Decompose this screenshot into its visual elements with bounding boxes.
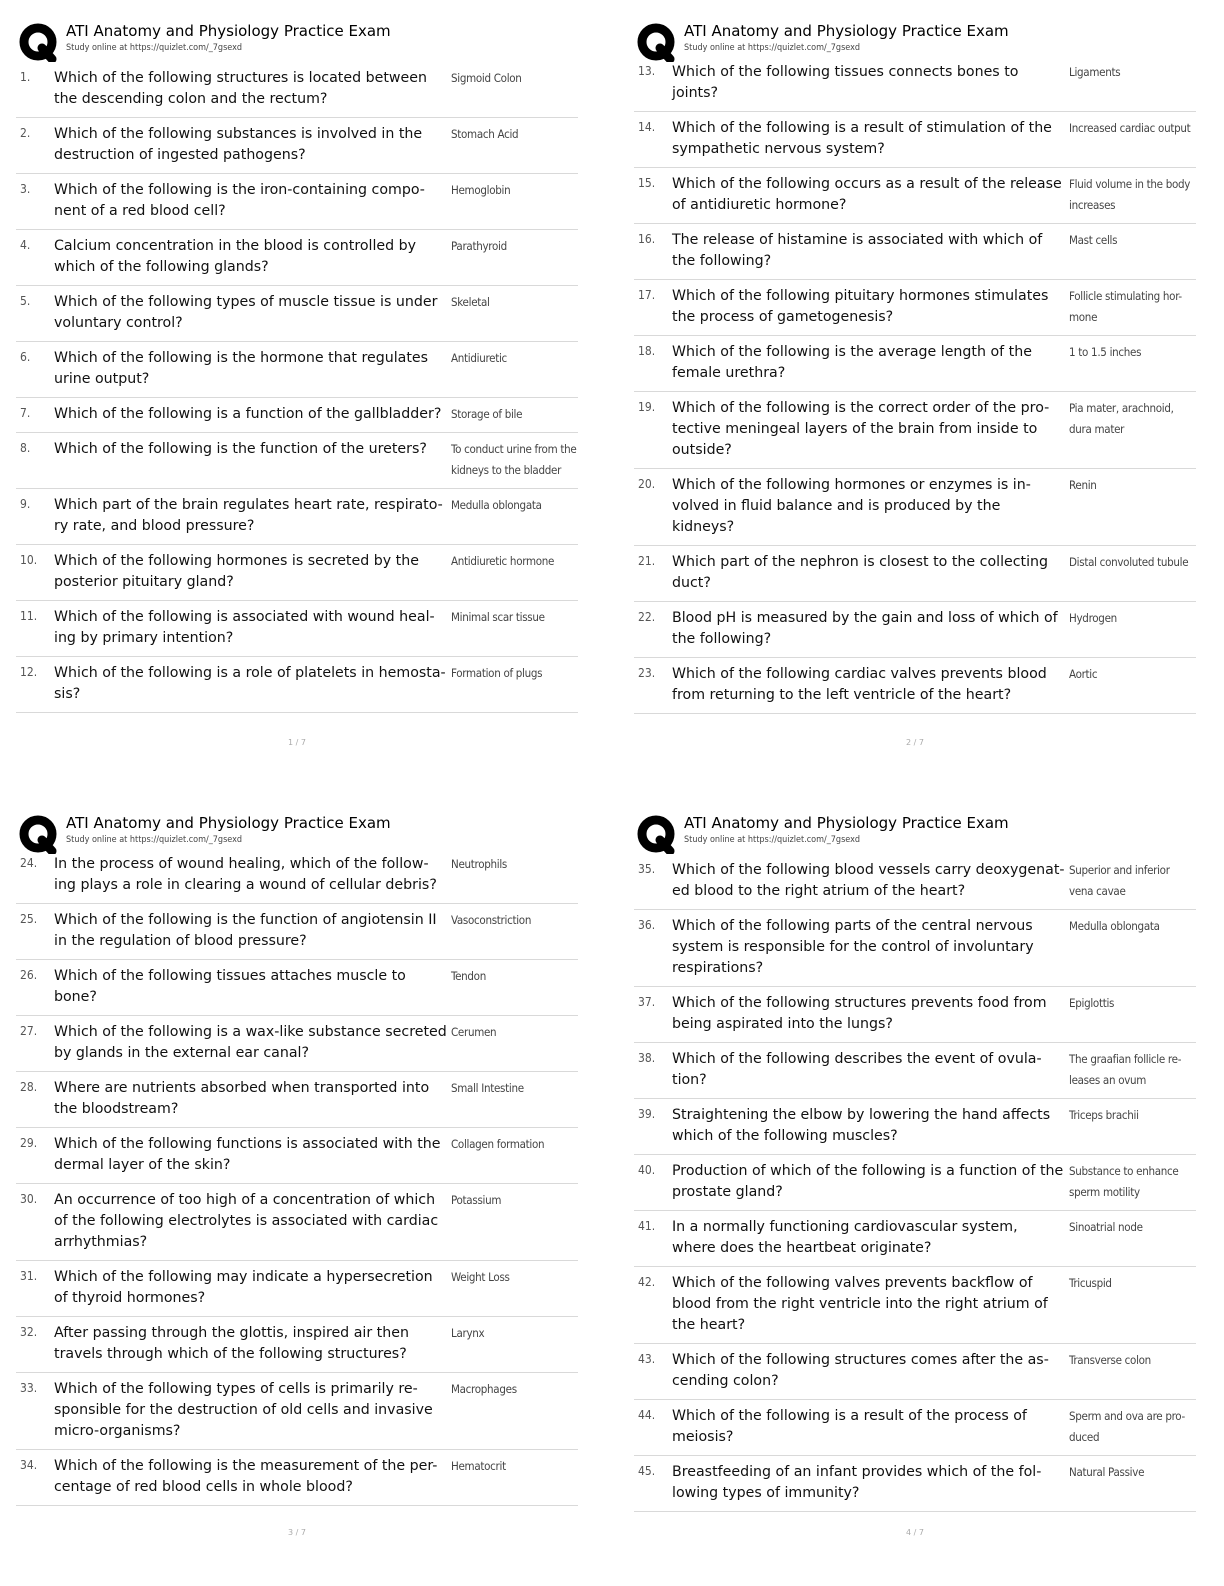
question-text: Which of the following tissues connects bones to joints? [672, 64, 1019, 101]
answer-text: Collagen formation [451, 1137, 545, 1151]
question-number: 27. [20, 1024, 38, 1038]
question-text: Which of the following is the function of the ureters? [54, 441, 427, 457]
question-row [16, 1261, 578, 1317]
exam-title: ATI Anatomy and Physiology Practice Exam [66, 22, 391, 40]
question-row [634, 336, 1196, 392]
question-text: Which of the following is the average length of the female urethra? [672, 344, 1032, 381]
question-number: 26. [20, 968, 38, 982]
question-row [16, 545, 578, 601]
question-row [634, 469, 1196, 546]
question-text: Which of the following is the measurement of the per- centage of red blood cells in whole blood? [54, 1458, 438, 1495]
question-list [634, 854, 1214, 1512]
answer-text: Substance to enhance sperm motility [1069, 1164, 1179, 1199]
question-row [16, 1128, 578, 1184]
question-row [16, 1072, 578, 1128]
question-row [634, 168, 1196, 224]
question-text: Which of the following is a role of platelets in hemosta- sis? [54, 665, 446, 702]
answer-text: Superior and inferior vena cavae [1069, 863, 1170, 898]
answer-text: Larynx [451, 1326, 485, 1340]
question-row [16, 1016, 578, 1072]
answer-text: Macrophages [451, 1382, 517, 1396]
question-number: 17. [638, 288, 656, 302]
question-number: 4. [20, 238, 31, 252]
quizlet-logo-icon [636, 814, 676, 854]
question-number: 1. [20, 70, 31, 84]
answer-text: Storage of bile [451, 407, 523, 421]
study-link[interactable]: Study online at https://quizlet.com/_7gsexd [684, 835, 861, 845]
page-1 [16, 18, 596, 794]
question-row [634, 546, 1196, 602]
page-header [634, 810, 1214, 854]
study-link[interactable]: Study online at https://quizlet.com/_7gsexd [684, 43, 861, 53]
page-4 [634, 810, 1214, 1586]
question-text: Which of the following hormones or enzymes is in- volved in fluid balance and is produced by the kidneys? [672, 477, 1031, 535]
question-text: Which of the following is a wax-like substance secreted by glands in the external ear canal? [54, 1024, 447, 1061]
question-row [16, 118, 578, 174]
answer-text: Mast cells [1069, 233, 1118, 247]
question-row [16, 489, 578, 545]
question-number: 35. [638, 862, 656, 876]
answer-text: Hydrogen [1069, 611, 1117, 625]
page-2 [634, 18, 1214, 794]
question-text: The release of histamine is associated with which of the following? [672, 232, 1043, 269]
question-number: 33. [20, 1381, 38, 1395]
question-number: 40. [638, 1163, 656, 1177]
answer-text: To conduct urine from the kidneys to the bladder [451, 442, 577, 477]
question-row [634, 910, 1196, 987]
question-text: Which of the following parts of the central nervous system is responsible for the control of involuntary respirations? [672, 918, 1034, 976]
question-text: Calcium concentration in the blood is controlled by which of the following glands? [54, 238, 417, 275]
question-row [16, 1450, 578, 1506]
question-number: 11. [20, 609, 38, 623]
question-number: 32. [20, 1325, 38, 1339]
question-number: 36. [638, 918, 656, 932]
question-number: 37. [638, 995, 656, 1009]
question-number: 9. [20, 497, 31, 511]
answer-text: Skeletal [451, 295, 490, 309]
question-row [16, 1373, 578, 1450]
question-number: 15. [638, 176, 656, 190]
question-text: Which of the following is a result of the process of meiosis? [672, 1408, 1027, 1445]
question-text: In a normally functioning cardiovascular system, where does the heartbeat originate? [672, 1219, 1018, 1256]
question-text: Which of the following hormones is secreted by the posterior pituitary gland? [54, 553, 419, 590]
answer-text: Stomach Acid [451, 127, 519, 141]
page-number: 4 / 7 [906, 1528, 924, 1537]
question-row [634, 1344, 1196, 1400]
question-row [634, 112, 1196, 168]
question-text: Which of the following structures comes after the as- cending colon? [672, 1352, 1049, 1389]
question-number: 43. [638, 1352, 656, 1366]
question-row [634, 1211, 1196, 1267]
question-text: Which of the following is a result of stimulation of the sympathetic nervous system? [672, 120, 1052, 157]
answer-text: Aortic [1069, 667, 1098, 681]
question-row [634, 280, 1196, 336]
question-row [634, 987, 1196, 1043]
question-row [16, 433, 578, 489]
question-text: Which of the following types of muscle tissue is under voluntary control? [54, 294, 438, 331]
question-row [16, 230, 578, 286]
question-text: Which part of the brain regulates heart rate, respirato- ry rate, and blood pressure? [54, 497, 443, 534]
question-row [16, 1317, 578, 1373]
question-number: 3. [20, 182, 31, 196]
question-text: Which of the following types of cells is primarily re- sponsible for the destruction of old cells and invasive micro-organisms? [54, 1381, 433, 1439]
question-text: Which of the following cardiac valves prevents blood from returning to the left ventricle of the heart? [672, 666, 1047, 703]
page-number: 2 / 7 [906, 738, 924, 747]
question-text: Which of the following pituitary hormones stimulates the process of gametogenesis? [672, 288, 1049, 325]
answer-text: Medulla oblongata [1069, 919, 1160, 933]
question-row [634, 658, 1196, 714]
question-number: 34. [20, 1458, 38, 1472]
answer-text: Neutrophils [451, 857, 508, 871]
question-row [16, 174, 578, 230]
question-row [634, 1456, 1196, 1512]
question-text: An occurrence of too high of a concentration of which of the following electrolytes is associated with cardiac arrhythmias? [54, 1192, 439, 1250]
question-row [634, 392, 1196, 469]
question-number: 7. [20, 406, 31, 420]
answer-text: Weight Loss [451, 1270, 510, 1284]
answer-text: Potassium [451, 1193, 502, 1207]
question-row [634, 1267, 1196, 1344]
answer-text: Triceps brachii [1069, 1108, 1139, 1122]
answer-text: Cerumen [451, 1025, 497, 1039]
question-text: Which of the following blood vessels carry deoxygenat- ed blood to the right atrium of the heart? [672, 862, 1065, 899]
answer-text: Parathyroid [451, 239, 507, 253]
question-text: Which of the following describes the event of ovula- tion? [672, 1051, 1042, 1088]
question-text: Which of the following is the function of angiotensin II in the regulation of blood pressure? [54, 912, 437, 949]
question-number: 45. [638, 1464, 656, 1478]
question-row [16, 286, 578, 342]
question-list [16, 62, 596, 713]
question-list [634, 56, 1214, 714]
study-link[interactable]: Study online at https://quizlet.com/_7gsexd [66, 835, 243, 845]
answer-text: Distal convoluted tubule [1069, 555, 1189, 569]
question-list [16, 848, 596, 1506]
question-number: 20. [638, 477, 656, 491]
question-row [16, 62, 578, 118]
question-text: Which of the following occurs as a result of the release of antidiuretic hormone? [672, 176, 1062, 213]
answer-text: Hemoglobin [451, 183, 511, 197]
question-text: Straightening the elbow by lowering the hand affects which of the following muscles? [672, 1107, 1051, 1144]
answer-text: Hematocrit [451, 1459, 506, 1473]
answer-text: Renin [1069, 478, 1097, 492]
question-number: 30. [20, 1192, 38, 1206]
question-number: 41. [638, 1219, 656, 1233]
question-number: 14. [638, 120, 656, 134]
question-text: Which of the following tissues attaches muscle to bone? [54, 968, 406, 1005]
answer-text: Natural Passive [1069, 1465, 1145, 1479]
answer-text: Sperm and ova are pro- duced [1069, 1409, 1185, 1444]
answer-text: Sinoatrial node [1069, 1220, 1143, 1234]
question-row [634, 854, 1196, 910]
answer-text: Medulla oblongata [451, 498, 542, 512]
question-row [16, 904, 578, 960]
answer-text: Minimal scar tissue [451, 610, 545, 624]
question-number: 25. [20, 912, 38, 926]
page-number: 3 / 7 [288, 1528, 306, 1537]
question-text: Breastfeeding of an infant provides which of the fol- lowing types of immunity? [672, 1464, 1042, 1501]
answer-text: The graafian follicle re- leases an ovum [1069, 1052, 1182, 1087]
question-number: 18. [638, 344, 656, 358]
question-row [16, 342, 578, 398]
question-row [16, 960, 578, 1016]
question-number: 2. [20, 126, 31, 140]
question-text: Which of the following is the hormone that regulates urine output? [54, 350, 429, 387]
study-link[interactable]: Study online at https://quizlet.com/_7gsexd [66, 43, 243, 53]
question-text: Where are nutrients absorbed when transported into the bloodstream? [54, 1080, 430, 1117]
question-row [634, 1043, 1196, 1099]
answer-text: Fluid volume in the body increases [1069, 177, 1191, 212]
question-number: 21. [638, 554, 656, 568]
answer-text: Transverse colon [1069, 1353, 1151, 1367]
question-number: 8. [20, 441, 31, 455]
answer-text: 1 to 1.5 inches [1069, 345, 1142, 359]
question-number: 44. [638, 1408, 656, 1422]
question-number: 42. [638, 1275, 656, 1289]
question-row [16, 398, 578, 433]
question-number: 22. [638, 610, 656, 624]
question-row [16, 601, 578, 657]
answer-text: Antidiuretic hormone [451, 554, 555, 568]
exam-title: ATI Anatomy and Physiology Practice Exam [66, 814, 391, 832]
question-row [634, 1099, 1196, 1155]
question-number: 31. [20, 1269, 38, 1283]
question-number: 5. [20, 294, 31, 308]
question-row [634, 56, 1196, 112]
question-text: Which of the following structures prevents food from being aspirated into the lungs? [672, 995, 1047, 1032]
question-number: 19. [638, 400, 656, 414]
question-number: 29. [20, 1136, 38, 1150]
question-row [16, 657, 578, 713]
answer-text: Vasoconstriction [451, 913, 532, 927]
question-number: 16. [638, 232, 656, 246]
question-text: Which of the following substances is involved in the destruction of ingested pathogens? [54, 126, 423, 163]
question-number: 24. [20, 856, 38, 870]
quizlet-logo-icon [18, 22, 58, 62]
question-row [16, 848, 578, 904]
question-text: Which of the following is the iron-containing compo- nent of a red blood cell? [54, 182, 425, 219]
page-3 [16, 810, 596, 1586]
question-text: After passing through the glottis, inspired air then travels through which of the following structures? [54, 1325, 409, 1362]
question-text: In the process of wound healing, which of the follow- ing plays a role in clearing a wound of cellular debris? [54, 856, 437, 893]
question-text: Which part of the nephron is closest to the collecting duct? [672, 554, 1049, 591]
exam-title: ATI Anatomy and Physiology Practice Exam [684, 814, 1009, 832]
answer-text: Epiglottis [1069, 996, 1115, 1010]
answer-text: Small Intestine [451, 1081, 524, 1095]
page-header [16, 18, 596, 62]
exam-title: ATI Anatomy and Physiology Practice Exam [684, 22, 1009, 40]
question-text: Which of the following is a function of the gallbladder? [54, 406, 442, 422]
question-number: 10. [20, 553, 38, 567]
question-text: Which of the following structures is located between the descending colon and the rectum? [54, 70, 427, 107]
question-number: 28. [20, 1080, 38, 1094]
question-row [634, 1400, 1196, 1456]
answer-text: Ligaments [1069, 65, 1121, 79]
answer-text: Increased cardiac output [1069, 121, 1191, 135]
question-number: 38. [638, 1051, 656, 1065]
question-number: 12. [20, 665, 38, 679]
question-text: Blood pH is measured by the gain and loss of which of the following? [672, 610, 1058, 647]
question-text: Which of the following valves prevents backflow of blood from the right ventricle into the right atrium of the heart? [672, 1275, 1048, 1333]
question-text: Production of which of the following is a function of the prostate gland? [672, 1163, 1064, 1200]
question-number: 6. [20, 350, 31, 364]
question-number: 23. [638, 666, 656, 680]
answer-text: Follicle stimulating hor- mone [1069, 289, 1182, 324]
answer-text: Sigmoid Colon [451, 71, 522, 85]
question-row [634, 602, 1196, 658]
question-text: Which of the following may indicate a hypersecretion of thyroid hormones? [54, 1269, 433, 1306]
question-text: Which of the following functions is associated with the dermal layer of the skin? [54, 1136, 441, 1173]
page-number: 1 / 7 [288, 738, 306, 747]
answer-text: Formation of plugs [451, 666, 543, 680]
question-row [634, 224, 1196, 280]
answer-text: Pia mater, arachnoid, dura mater [1069, 401, 1174, 436]
answer-text: Tendon [451, 969, 486, 983]
question-row [634, 1155, 1196, 1211]
question-number: 39. [638, 1107, 656, 1121]
answer-text: Antidiuretic [451, 351, 507, 365]
question-number: 13. [638, 64, 656, 78]
question-text: Which of the following is the correct order of the pro- tective meningeal layers of the brain from inside to outside? [672, 400, 1050, 458]
question-row [16, 1184, 578, 1261]
answer-text: Tricuspid [1069, 1276, 1112, 1290]
question-text: Which of the following is associated with wound heal- ing by primary intention? [54, 609, 435, 646]
